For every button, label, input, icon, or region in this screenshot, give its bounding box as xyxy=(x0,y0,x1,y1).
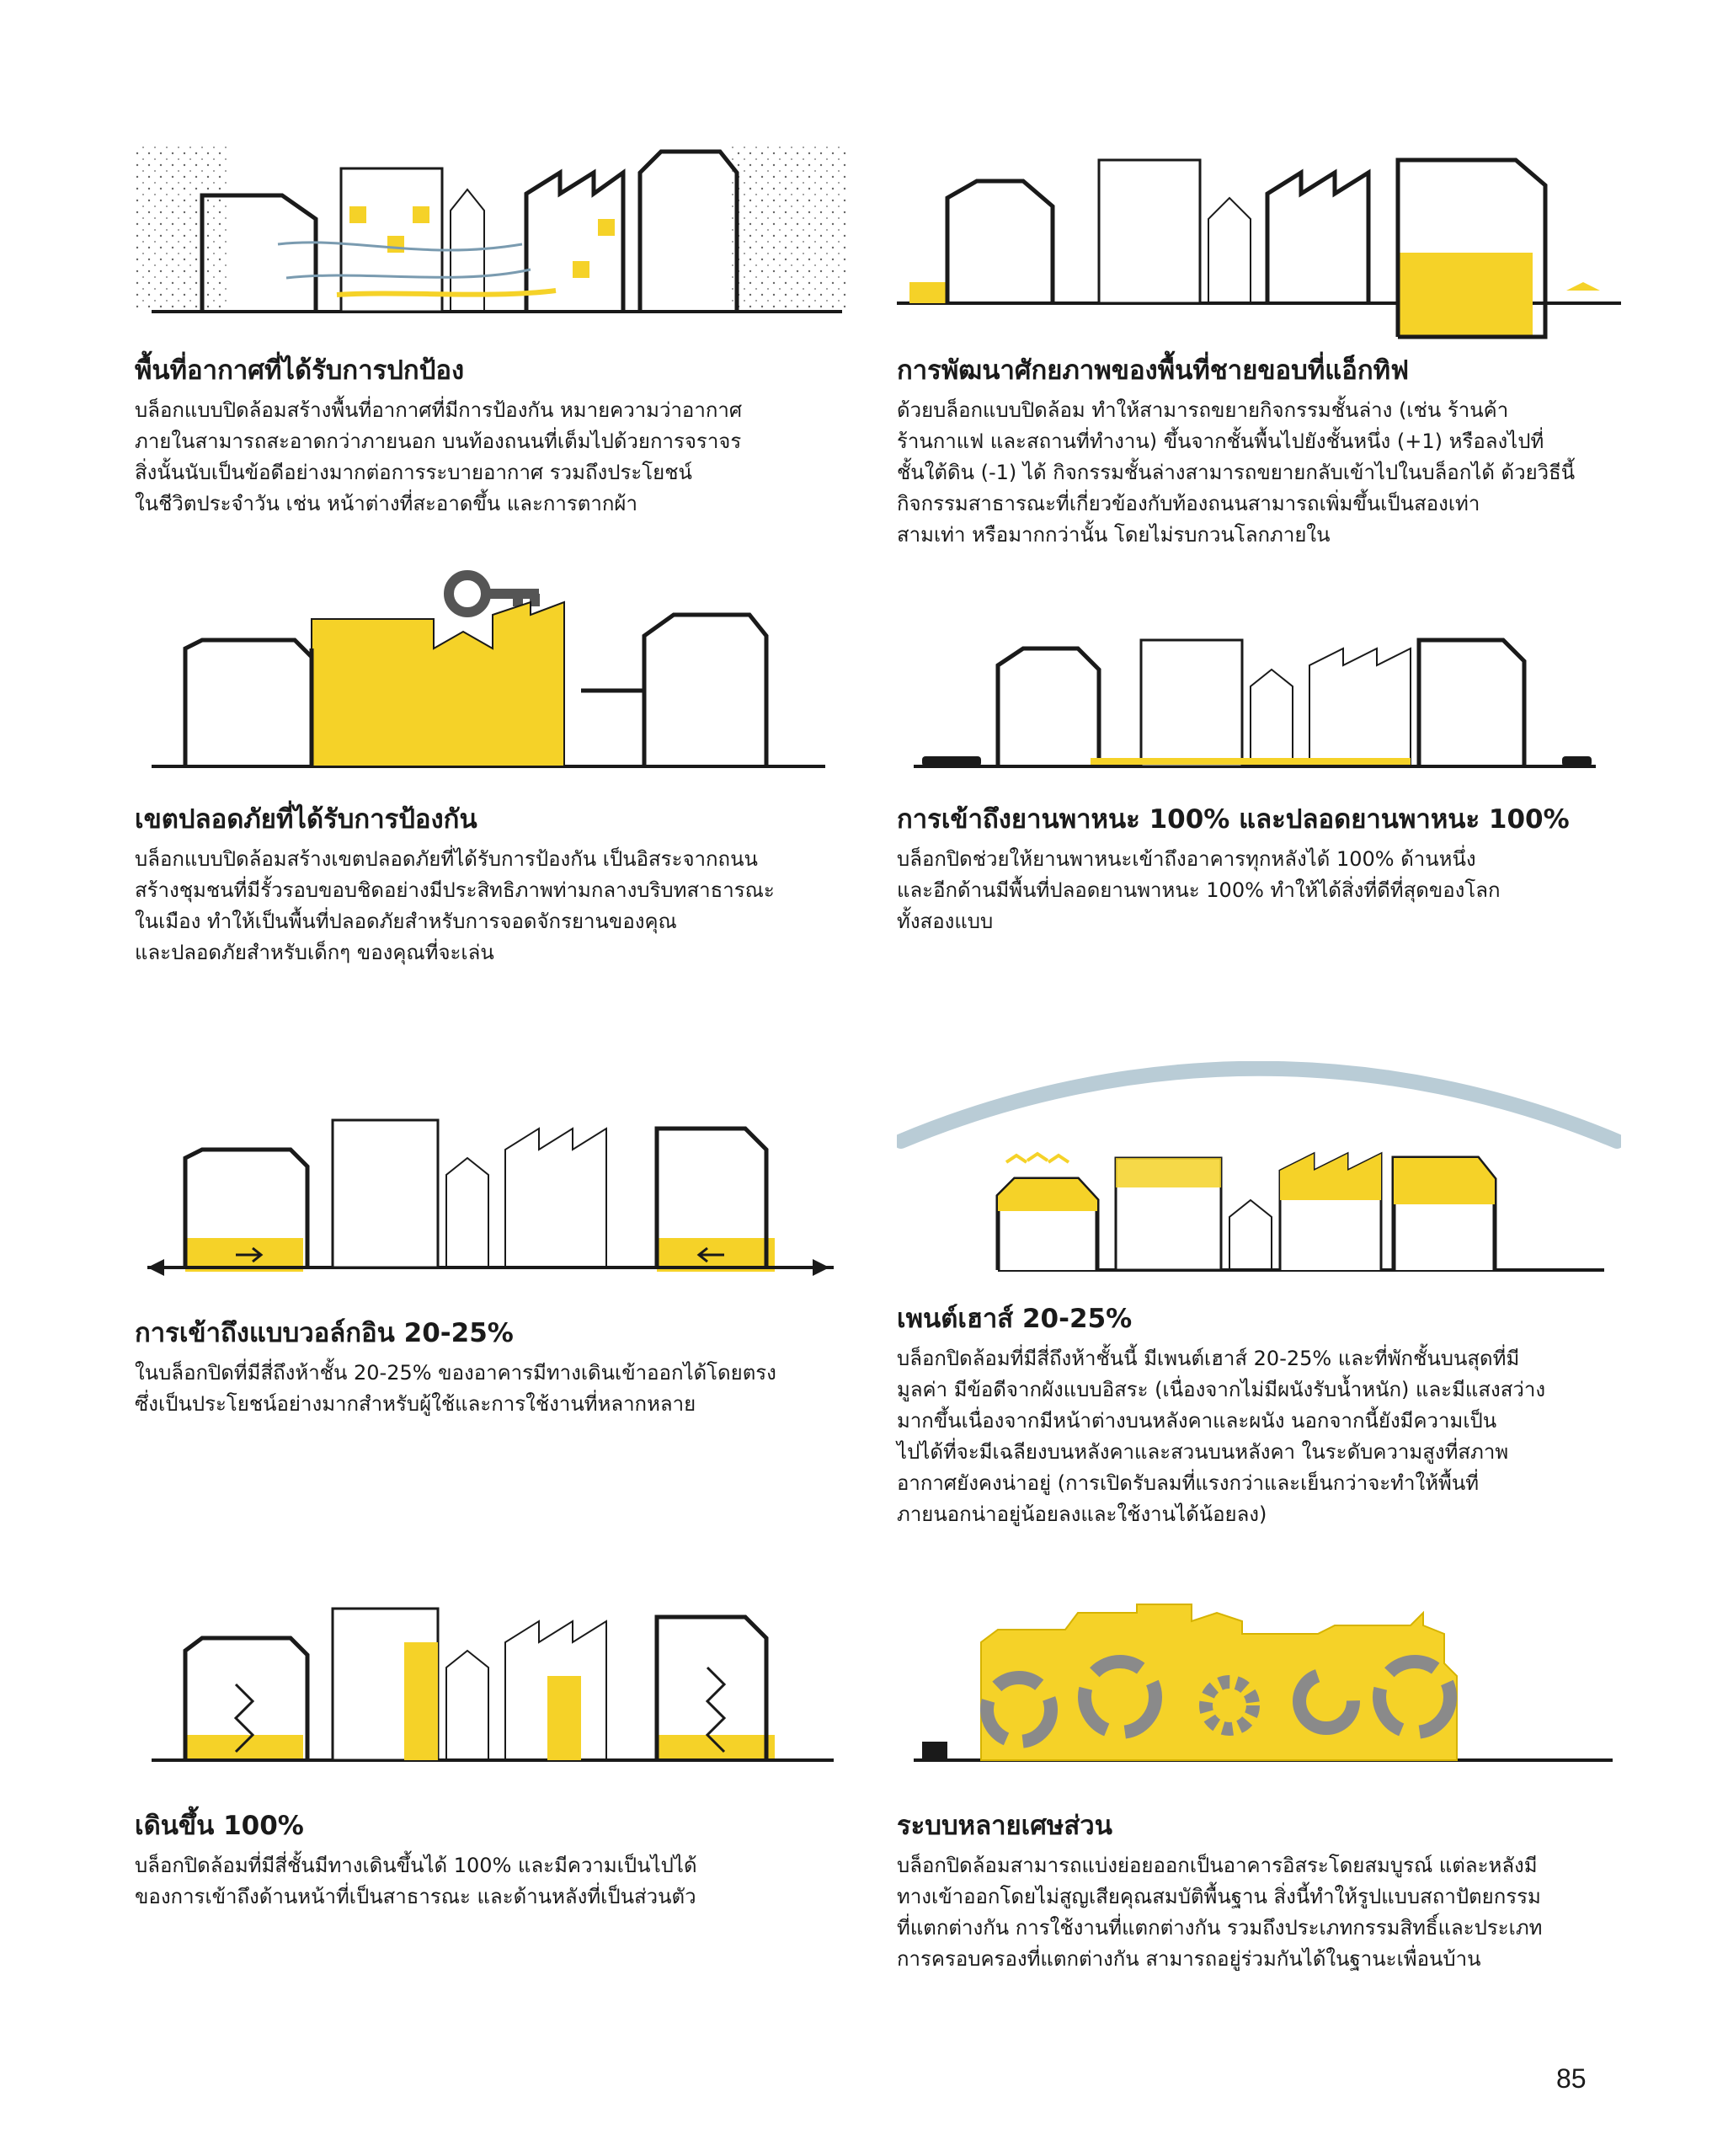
body-line: สิ่งนั้นนับเป็นข้อดีอย่างมากต่อการระบายอากาศ รวมถึงประโยชน์ xyxy=(135,461,692,485)
diagram-safe-zone xyxy=(135,564,859,775)
section-walk-in xyxy=(135,1112,859,1420)
page-number: 85 xyxy=(1556,2063,1587,2094)
body-line: บล็อกแบบปิดล้อมสร้างเขตปลอดภัยที่ได้รับการป้องกัน เป็นอิสระจากถนน xyxy=(135,847,758,872)
body-line: การครอบครองที่แตกต่างกัน สามารถอยู่ร่วมกันได้ในฐานะเพื่อนบ้าน xyxy=(897,1947,1481,1972)
section-title: การเข้าถึงแบบวอล์กอิน 20-25% xyxy=(135,1318,514,1348)
section-title: การพัฒนาศักยภาพของพื้นที่ชายขอบที่แอ็กทิฟ xyxy=(897,355,1410,386)
body-line: ภายในสามารถสะอาดกว่าภายนอก บนท้องถนนที่เต็มไปด้วยการจราจร xyxy=(135,430,742,454)
section-vehicle-access xyxy=(897,623,1621,937)
body-line: ไปได้ที่จะมีเฉลียงบนหลังคาและสวนบนหลังคา ในระดับความสูงที่สภาพ xyxy=(897,1440,1509,1465)
body-line: ภายนอกน่าอยู่น้อยลงและใช้งานได้น้อยลง) xyxy=(897,1502,1267,1527)
section-title: เขตปลอดภัยที่ได้รับการป้องกัน xyxy=(135,804,477,835)
section-body xyxy=(135,844,851,969)
body-line: ในบล็อกปิดที่มีสี่ถึงห้าชั้น 20-25% ของอาคารมีทางเดินเข้าออกได้โดยตรง xyxy=(135,1361,776,1385)
diagram-walk-in xyxy=(135,1112,859,1280)
body-line: อากาศยังคงน่าอยู่ (การเปิดรับลมที่แรงกว่าและเย็นกว่าจะทำให้พื้นที่ xyxy=(897,1471,1480,1496)
body-line: มูลค่า มีข้อดีจากผังแบบอิสระ (เนื่องจากไม่มีผนังรับน้ำหนัก) และมีแสงสว่าง xyxy=(897,1378,1546,1402)
section-body xyxy=(897,1850,1613,1975)
body-line: ที่แตกต่างกัน การใช้งานที่แตกต่างกัน รวมถึงประเภทกรรมสิทธิ์และประเภท xyxy=(897,1916,1543,1940)
diagram-protected-air xyxy=(135,126,859,328)
body-line: ในชีวิตประจำวัน เช่น หน้าต่างที่สะอาดขึ้น และการตากผ้า xyxy=(135,492,637,516)
diagram-active-edge xyxy=(897,126,1621,345)
section-body xyxy=(897,844,1613,937)
section-active-edge xyxy=(897,126,1621,551)
body-line: บล็อกปิดล้อมที่มีสี่ถึงห้าชั้นนี้ มีเพนต์เฮาส์ 20-25% และที่พักชั้นบนสุดที่มี xyxy=(897,1347,1520,1371)
section-safe-zone xyxy=(135,564,859,969)
body-line: ร้านกาแฟ และสถานที่ทำงาน) ขึ้นจากชั้นพื้นไปยังชั้นหนึ่ง (+1) หรือลงไปที่ xyxy=(897,430,1544,454)
body-line: บล็อกแบบปิดล้อมสร้างพื้นที่อากาศที่มีการป้องกัน หมายความว่าอากาศ xyxy=(135,398,743,423)
section-body xyxy=(897,395,1613,551)
section-body xyxy=(135,1358,851,1420)
section-penthouse xyxy=(897,1061,1621,1530)
section-walk-up xyxy=(135,1600,859,1913)
body-line: สร้างชุมชนที่มีรั้วรอบขอบชิดอย่างมีประสิทธิภาพท่ามกลางบริบทสาธารณะ xyxy=(135,878,775,903)
body-line: กิจกรรมสาธารณะที่เกี่ยวข้องกับท้องถนนสามารถเพิ่มขึ้นเป็นสองเท่า xyxy=(897,492,1480,516)
section-protected-air xyxy=(135,126,859,520)
body-line: ซึ่งเป็นประโยชน์อย่างมากสำหรับผู้ใช้และการใช้งานที่หลากหลาย xyxy=(135,1392,696,1417)
body-line: ชั้นใต้ดิน (-1) ได้ กิจกรรมชั้นล่างสามารถขยายกลับเข้าไปในบล็อกได้ ด้วยวิธีนี้ xyxy=(897,461,1576,485)
section-body xyxy=(897,1343,1613,1530)
diagram-multi-fractional xyxy=(897,1600,1621,1769)
body-line: ของการเข้าถึงด้านหน้าที่เป็นสาธารณะ และด้านหลังที่เป็นส่วนตัว xyxy=(135,1885,696,1909)
body-line: สามเท่า หรือมากกว่านั้น โดยไม่รบกวนโลกภายใน xyxy=(897,523,1331,547)
section-body xyxy=(135,395,851,520)
section-title: พื้นที่อากาศที่ได้รับการปกป้อง xyxy=(135,355,465,386)
section-title: การเข้าถึงยานพาหนะ 100% และปลอดยานพาหนะ 100% xyxy=(897,804,1570,835)
body-line: บล็อกปิดล้อมที่มีสี่ชั้นมีทางเดินขึ้นได้ 100% และมีความเป็นไปได้ xyxy=(135,1854,697,1878)
section-multi-fractional xyxy=(897,1600,1621,1975)
section-title: เดินขึ้น 100% xyxy=(135,1811,304,1841)
section-title: เพนต์เฮาส์ 20-25% xyxy=(897,1304,1133,1334)
body-line: ทางเข้าออกโดยไม่สูญเสียคุณสมบัติพื้นฐาน สิ่งนี้ทำให้รูปแบบสถาปัตยกรรม xyxy=(897,1885,1541,1909)
body-line: ทั้งสองแบบ xyxy=(897,910,994,934)
body-line: บล็อกปิดล้อมสามารถแบ่งย่อยออกเป็นอาคารอิสระโดยสมบูรณ์ แต่ละหลังมี xyxy=(897,1854,1538,1878)
diagram-vehicle-access xyxy=(897,623,1621,775)
diagram-walk-up xyxy=(135,1600,859,1769)
section-title: ระบบหลายเศษส่วน xyxy=(897,1811,1112,1841)
body-line: ด้วยบล็อกแบบปิดล้อม ทำให้สามารถขยายกิจกรรมชั้นล่าง (เช่น ร้านค้า xyxy=(897,398,1509,423)
body-line: บล็อกปิดช่วยให้ยานพาหนะเข้าถึงอาคารทุกหลังได้ 100% ด้านหนึ่ง xyxy=(897,847,1476,872)
body-line: มากขึ้นเนื่องจากมีหน้าต่างบนหลังคาและผนัง นอกจากนี้ยังมีความเป็น xyxy=(897,1409,1497,1433)
body-line: และอีกด้านมีพื้นที่ปลอดยานพาหนะ 100% ทำให้ได้สิ่งที่ดีที่สุดของโลก xyxy=(897,878,1501,903)
body-line: และปลอดภัยสำหรับเด็กๆ ของคุณที่จะเล่น xyxy=(135,941,494,965)
body-line: ในเมือง ทำให้เป็นพื้นที่ปลอดภัยสำหรับการจอดจักรยานของคุณ xyxy=(135,910,677,934)
diagram-penthouse xyxy=(897,1061,1621,1280)
section-body xyxy=(135,1850,851,1913)
